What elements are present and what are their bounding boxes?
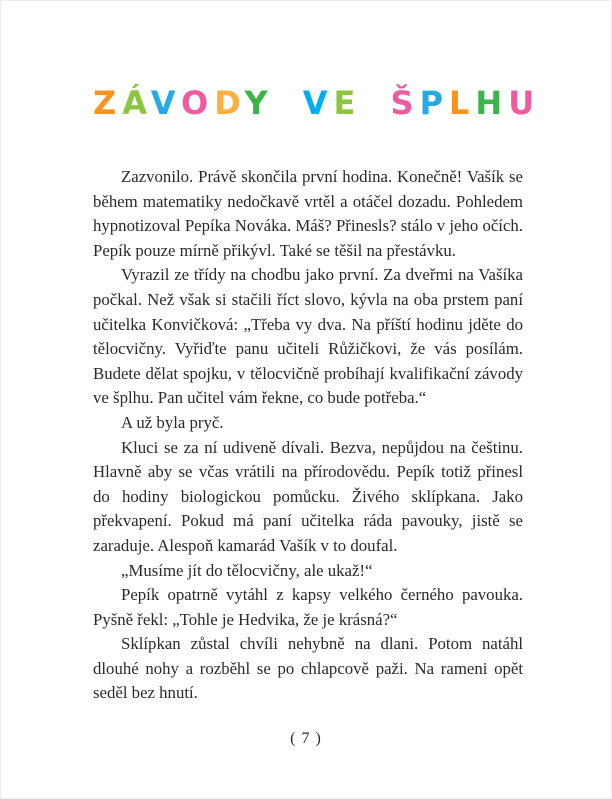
paragraph: Sklípkan zůstal chvíli nehybně na dlani. Potom natáhl dlouhé nohy a rozběhl se po chlapcově paži. Na rameni opět seděl bez hnutí. — [93, 634, 523, 703]
title-word — [390, 84, 541, 122]
paragraph: Pepík opatrně vytáhl z kapsy velkého černého pavouka. Pyšně řekl: „Tohle je Hedvika, že je krásná?“ — [93, 585, 523, 629]
title-letter: V — [302, 84, 334, 122]
title-letter: P — [419, 84, 450, 122]
paragraph: „Musíme jít do tělocvičny, ale ukaž!“ — [121, 560, 373, 580]
title-word — [302, 84, 362, 122]
page-number: ( 7 ) — [290, 730, 322, 747]
title-letter: Z — [93, 84, 123, 122]
title-letter: U — [508, 84, 541, 122]
paragraph: Vyrazil ze třídy na chodbu jako první. Za dveřmi na Vašíka počkal. Než však si stačili říct slovo, kývla na oba prstem paní učitelka Konvičková: „Třeba vy dva. Na příští hodinu jděte do tělocvičny. Vyřiďte panu učiteli Růžičkovi, že vás posílám. Budete dělat spojku, v tělocvičně probíhají kvalifikační závody ve šplhu. Pan učitel vám řekne, co bude potřeba.“ — [93, 265, 523, 408]
title-letter: E — [333, 84, 362, 122]
title-letter: L — [449, 84, 476, 122]
title-letter: Á — [122, 84, 151, 122]
title-letter: D — [214, 84, 245, 122]
body-text — [93, 165, 523, 706]
title-letter: Š — [390, 84, 420, 122]
title-letter: O — [181, 84, 215, 122]
chapter-title — [93, 84, 541, 122]
title-letter: Y — [244, 84, 274, 122]
paragraph: Kluci se za ní udiveně dívali. Bezva, nepůjdou na češtinu. Hlavně aby se včas vrátili na přírodovědu. Pepík totiž přinesl do hodiny biologickou pomůcku. Živého sklípkana. Jako překvapení. Pokud má paní učitelka ráda pavouky, jistě se zaraduje. Alespoň kamarád Vašík v to doufal. — [93, 437, 523, 555]
title-word — [93, 84, 274, 122]
title-letter: H — [475, 84, 509, 122]
title-letter: V — [150, 84, 181, 122]
paragraph: A už byla pryč. — [121, 412, 224, 432]
paragraph: Zazvonilo. Právě skončila první hodina. Konečně! Vašík se během matematiky nedočkavě vrtěl a otáčel dozadu. Pohledem hypnotizoval Pepíka Nováka. Máš? Přinesls? stálo v jeho očích. Pepík pouze mírně přikývl. Také se těšil na přestávku. — [93, 167, 523, 260]
